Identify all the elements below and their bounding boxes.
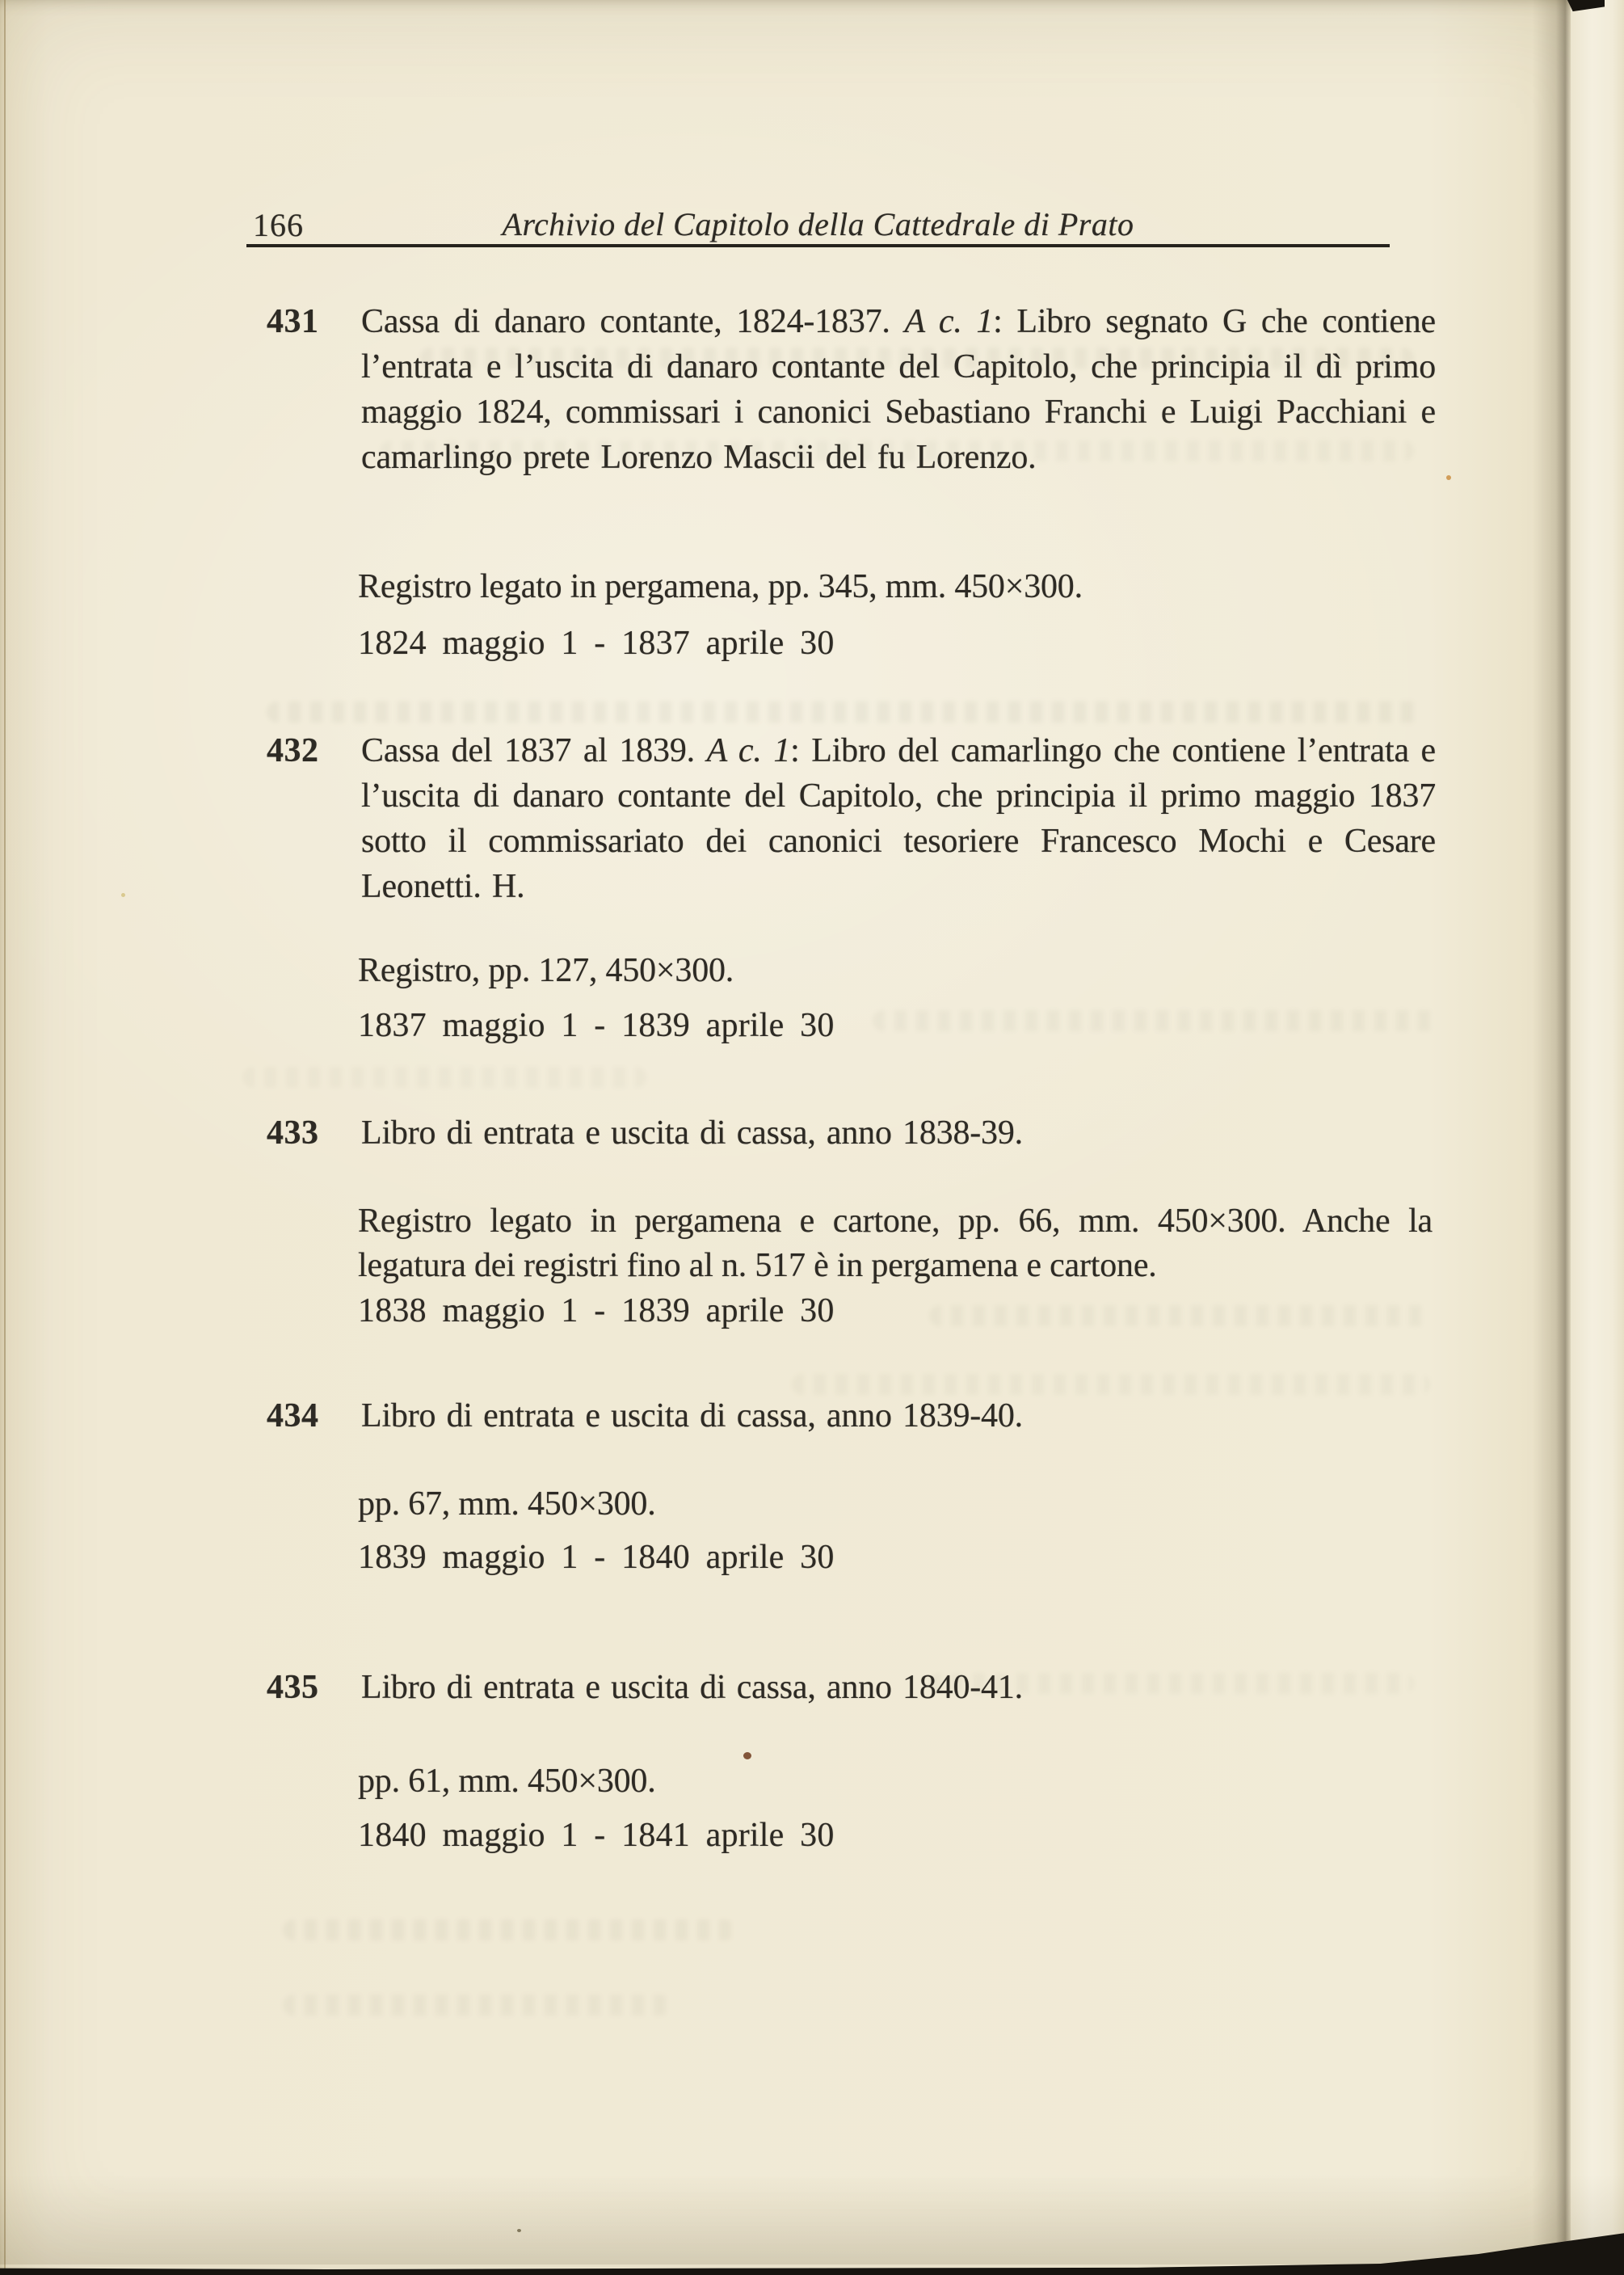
page-number: 166 xyxy=(253,207,304,243)
entry-heading xyxy=(361,1110,1436,1156)
bottom-page-shadow xyxy=(0,2174,1624,2264)
entry-date-range: 1839 maggio 1 - 1840 aprile 30 xyxy=(358,1539,835,1576)
entry-heading xyxy=(361,1393,1436,1439)
heading-segment: Libro di entrata e uscita di cassa, anno 1839-40. xyxy=(361,1397,1023,1435)
show-through-smudge xyxy=(267,701,1422,723)
heading-segment: : Libro segnato G che contiene l’entrata e l’uscita di danaro contante del Capitolo, che principia il dì primo maggio 1824, commissari i canonici Sebastiano Franchi e Luigi Pacchiani e camarlingo prete Lorenzo Mascii del fu Lorenzo. xyxy=(361,303,1436,476)
entry-number-431: 431 xyxy=(267,303,319,340)
entry-date-range: 1840 maggio 1 - 1841 aprile 30 xyxy=(358,1817,835,1854)
heading-segment: : Libro del camarlingo che contiene l’entrata e l’uscita di danaro contante del Capitolo, che principia il primo maggio 1837 sotto il commissariato dei canonici tesoriere Francesco Mochi e Cesare Leonetti. H. xyxy=(361,732,1436,905)
entry-number-432: 432 xyxy=(267,732,319,769)
heading-segment: Cassa di danaro contante, 1824-1837. xyxy=(361,303,905,340)
heading-segment: Libro di entrata e uscita di cassa, anno 1838-39. xyxy=(361,1114,1023,1152)
entry-physical-description: pp. 61, mm. 450×300. xyxy=(358,1763,656,1800)
heading-segment-italic: A c. 1 xyxy=(904,303,994,340)
entry-heading xyxy=(361,299,1436,480)
entry-physical-description: Registro legato in pergamena e cartone, pp. 66, mm. 450×300. Anche la legatura dei registri fino al n. 517 è in pergamena e cartone. xyxy=(358,1203,1433,1284)
show-through-smudge xyxy=(283,1995,671,2016)
heading-segment: Libro di entrata e uscita di cassa, anno 1840-41. xyxy=(361,1669,1023,1706)
entry-date-range: 1824 maggio 1 - 1837 aprile 30 xyxy=(358,625,835,662)
paper-speck xyxy=(1446,475,1451,480)
entry-heading xyxy=(361,728,1436,909)
paper-speck xyxy=(121,893,125,897)
entry-date-range: 1837 maggio 1 - 1839 aprile 30 xyxy=(358,1007,835,1044)
entry-date-range: 1838 maggio 1 - 1839 aprile 30 xyxy=(358,1292,835,1329)
show-through-smudge xyxy=(283,1919,735,1940)
entry-physical-description: Registro, pp. 127, 450×300. xyxy=(358,952,734,989)
entry-number-435: 435 xyxy=(267,1669,319,1706)
show-through-smudge xyxy=(242,1067,646,1088)
heading-segment: Cassa del 1837 al 1839. xyxy=(361,732,707,769)
entry-number-434: 434 xyxy=(267,1397,319,1435)
running-title: Archivio del Capitolo della Cattedrale di Prato xyxy=(502,206,1134,242)
gutter-crease-shadow xyxy=(1532,0,1571,2275)
heading-segment-italic: A c. 1 xyxy=(706,732,791,769)
adjacent-page-edge xyxy=(1571,0,1624,2275)
entry-number-433: 433 xyxy=(267,1114,319,1152)
entry-heading xyxy=(361,1665,1436,1710)
header-rule xyxy=(246,244,1390,247)
paper-speck xyxy=(743,1752,751,1759)
show-through-smudge xyxy=(792,1374,1430,1395)
page-left-edge xyxy=(4,0,6,2275)
entry-physical-description: pp. 67, mm. 450×300. xyxy=(358,1485,656,1523)
entry-physical-description: Registro legato in pergamena, pp. 345, mm. 450×300. xyxy=(358,568,1083,605)
